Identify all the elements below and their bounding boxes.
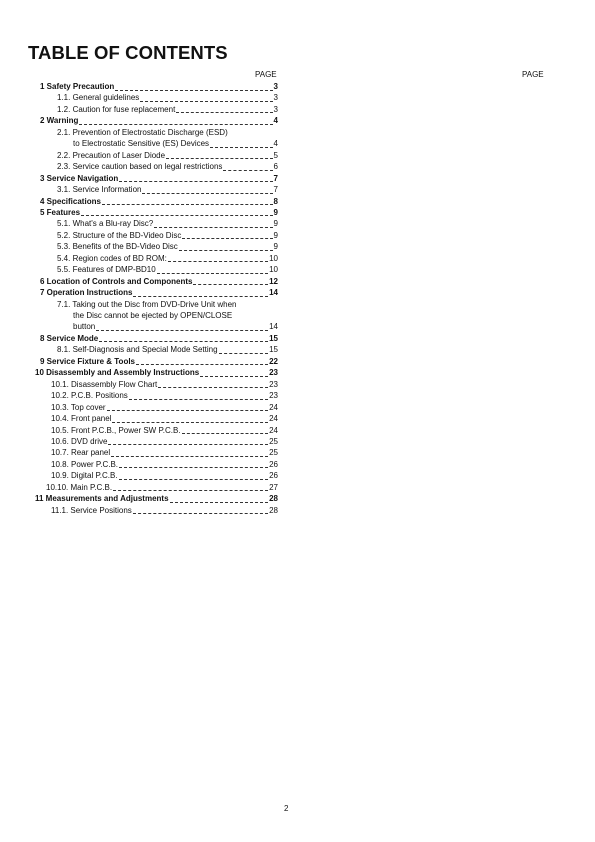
toc-entry-label: 11 Measurements and Adjustments xyxy=(35,494,169,504)
toc-entry-label: 4 Specifications xyxy=(40,196,101,206)
toc-entry[interactable] xyxy=(40,287,278,298)
toc-entry[interactable] xyxy=(73,138,278,149)
toc-entry[interactable] xyxy=(51,425,278,436)
toc-entry[interactable] xyxy=(51,470,278,481)
toc-entry-page: 25 xyxy=(269,436,278,446)
toc-entry-label: 2.3. Service caution based on legal restrictions xyxy=(57,162,223,172)
toc-entry-label: 3 Service Navigation xyxy=(40,173,119,183)
dot-leader xyxy=(166,152,272,159)
dot-leader xyxy=(176,106,272,113)
toc-entry-label: 5.1. What's a Blu-ray Disc? xyxy=(57,219,154,229)
toc-entry[interactable] xyxy=(46,482,278,493)
toc-entry-page: 28 xyxy=(269,494,278,504)
page-column-header-right: PAGE xyxy=(522,70,544,79)
dot-leader xyxy=(140,95,272,102)
dot-leader xyxy=(119,461,268,468)
toc-entry-line: 2.1. Prevention of Electrostatic Discharge (ESD) xyxy=(57,127,228,137)
toc-entry-label: 5.5. Features of DMP-BD10 xyxy=(57,265,156,275)
dot-leader xyxy=(193,278,268,285)
toc-entry[interactable] xyxy=(40,196,278,207)
toc-entry[interactable] xyxy=(57,104,278,115)
dot-leader xyxy=(102,198,273,205)
toc-entry[interactable] xyxy=(51,447,278,458)
toc-entry-page: 10 xyxy=(269,265,278,275)
toc-entry-label: 10.6. DVD drive xyxy=(51,436,108,446)
toc-entry[interactable] xyxy=(51,459,278,470)
dot-leader xyxy=(157,267,268,274)
toc-entry[interactable] xyxy=(57,218,278,229)
toc-entry-page: 26 xyxy=(269,459,278,469)
toc-entry-page: 25 xyxy=(269,448,278,458)
toc-entry-label: 9 Service Fixture & Tools xyxy=(40,356,135,366)
toc-entry-page: 14 xyxy=(269,288,278,298)
page-number: 2 xyxy=(284,804,289,813)
toc-entry-page: 8 xyxy=(273,196,278,206)
dot-leader xyxy=(81,209,273,216)
toc-entry[interactable] xyxy=(35,493,278,504)
toc-entry[interactable] xyxy=(57,184,278,195)
toc-entry-page: 5 xyxy=(273,150,278,160)
dot-leader xyxy=(136,358,268,365)
toc-entry[interactable] xyxy=(57,241,278,252)
toc-entry-page: 23 xyxy=(269,391,278,401)
dot-leader xyxy=(200,370,268,377)
toc-entry-page: 3 xyxy=(273,82,278,91)
toc-entry[interactable] xyxy=(51,402,278,413)
dot-leader xyxy=(111,450,268,457)
toc-entry[interactable] xyxy=(57,253,278,264)
dot-leader xyxy=(154,221,272,228)
dot-leader xyxy=(133,290,268,297)
toc-entry[interactable] xyxy=(51,505,278,516)
toc-entry[interactable] xyxy=(40,207,278,218)
dot-leader xyxy=(119,473,269,480)
toc-entry[interactable] xyxy=(57,150,278,161)
toc-entry-label: 1.1. General guidelines xyxy=(57,93,140,103)
toc-entry-label: 1.2. Caution for fuse replacement xyxy=(57,104,176,114)
toc-entry-label: 10 Disassembly and Assembly Instructions xyxy=(35,368,200,378)
toc-entry-label: 10.5. Front P.C.B., Power SW P.C.B. xyxy=(51,425,181,435)
toc-entry-page: 15 xyxy=(269,345,278,355)
dot-leader xyxy=(158,381,268,388)
toc-entry-line: 7.1. Taking out the Disc from DVD-Drive Unit when xyxy=(57,299,237,309)
toc-entry[interactable] xyxy=(57,92,278,103)
toc-entry[interactable] xyxy=(35,367,278,378)
toc-entry-label: 2.2. Precaution of Laser Diode xyxy=(57,150,166,160)
toc-entry-label: 10.9. Digital P.C.B. xyxy=(51,471,118,481)
toc-entry-page: 9 xyxy=(273,242,278,252)
toc-entry[interactable] xyxy=(40,276,278,287)
dot-leader xyxy=(79,118,272,125)
dot-leader xyxy=(179,244,273,251)
toc-entry[interactable] xyxy=(40,333,278,344)
toc-entry[interactable] xyxy=(51,390,278,401)
toc-entry[interactable] xyxy=(51,413,278,424)
toc-entry-label: 7 Operation Instructions xyxy=(40,288,133,298)
dot-leader xyxy=(223,164,272,171)
toc-entry[interactable] xyxy=(40,115,278,126)
toc-entry-page: 24 xyxy=(269,402,278,412)
toc-entry[interactable] xyxy=(51,379,278,390)
toc-entry-page: 27 xyxy=(269,482,278,492)
toc-entry-page: 10 xyxy=(269,253,278,263)
toc-entry-label: 5.4. Region codes of BD ROM: xyxy=(57,253,167,263)
toc-entry-page: 15 xyxy=(269,333,278,343)
dot-leader xyxy=(170,496,269,503)
dot-leader xyxy=(99,335,268,342)
toc-entry-label: 6 Location of Controls and Components xyxy=(40,276,193,286)
page-title: TABLE OF CONTENTS xyxy=(28,42,228,63)
toc-entry-page: 3 xyxy=(273,104,278,114)
dot-leader xyxy=(96,324,268,331)
toc-entry-page: 6 xyxy=(273,162,278,172)
toc-entry-label: 2 Warning xyxy=(40,116,79,126)
toc-entry-label: 5.2. Structure of the BD-Video Disc xyxy=(57,230,182,240)
toc-entry-label: 5 Features xyxy=(40,207,81,217)
toc-entry[interactable] xyxy=(57,161,278,172)
toc-entry-label: 8 Service Mode xyxy=(40,333,99,343)
toc-entry-page: 7 xyxy=(273,185,278,195)
toc-entry-page: 24 xyxy=(269,414,278,424)
toc-entry-page: 24 xyxy=(269,425,278,435)
toc-entry-label: 5.3. Benefits of the BD-Video Disc xyxy=(57,242,178,252)
page-column-header: PAGE xyxy=(255,70,277,79)
toc-entry-label: 10.8. Power P.C.B. xyxy=(51,459,118,469)
toc-entry-label: 3.1. Service Information xyxy=(57,185,142,195)
toc-entry-label: 8.1. Self-Diagnosis and Special Mode Setting xyxy=(57,345,218,355)
toc-entry-page: 4 xyxy=(273,139,278,149)
toc-entry[interactable] xyxy=(57,230,278,241)
toc-entry-page: 3 xyxy=(273,93,278,103)
toc-entry-label: to Electrostatic Sensitive (ES) Devices xyxy=(73,139,210,149)
toc-entry-page: 9 xyxy=(273,230,278,240)
toc-entry-label: 10.7. Rear panel xyxy=(51,448,111,458)
dot-leader xyxy=(129,393,268,400)
toc-entry-label: button xyxy=(73,322,96,332)
toc-entry-label: 11.1. Service Positions xyxy=(51,505,132,515)
toc-entry[interactable] xyxy=(40,173,278,184)
toc-entry-label: 10.1. Disassembly Flow Chart xyxy=(51,379,158,389)
toc-entry-page: 23 xyxy=(269,368,278,378)
dot-leader xyxy=(182,427,269,434)
dot-leader xyxy=(108,438,268,445)
dot-leader xyxy=(142,187,272,194)
toc-entry[interactable] xyxy=(40,356,278,367)
toc-entry-page: 4 xyxy=(273,116,278,126)
toc-entry-label: 10.3. Top cover xyxy=(51,402,106,412)
dot-leader xyxy=(115,84,272,91)
toc-entry[interactable] xyxy=(57,264,278,275)
dot-leader xyxy=(107,404,269,411)
toc-entry-page: 14 xyxy=(269,322,278,332)
toc-entry-page: 7 xyxy=(273,173,278,183)
toc-entry-label: 10.2. P.C.B. Positions xyxy=(51,391,128,401)
dot-leader xyxy=(119,175,272,182)
toc-entry-page: 23 xyxy=(269,379,278,389)
toc-entry[interactable] xyxy=(73,321,278,332)
toc-entry-page: 22 xyxy=(269,356,278,366)
toc-entry-label: 1 Safety Precaution xyxy=(40,82,115,91)
toc-entry-line: the Disc cannot be ejected by OPEN/CLOSE xyxy=(73,311,233,320)
toc-entry[interactable] xyxy=(51,436,278,447)
dot-leader xyxy=(168,255,268,262)
toc-entry-page: 26 xyxy=(269,471,278,481)
dot-leader xyxy=(133,507,268,514)
toc-entry-label: 10.10. Main P.C.B. xyxy=(46,482,113,492)
dot-leader xyxy=(113,484,268,491)
toc-entry-label: 10.4. Front panel xyxy=(51,414,112,424)
dot-leader xyxy=(112,416,268,423)
toc-entry-page: 12 xyxy=(269,276,278,286)
toc-entry[interactable] xyxy=(57,344,278,355)
dot-leader xyxy=(182,232,272,239)
toc-entry-page: 9 xyxy=(273,219,278,229)
dot-leader xyxy=(210,141,273,148)
toc-entry-page: 9 xyxy=(273,207,278,217)
dot-leader xyxy=(219,347,269,354)
toc-entry-page: 28 xyxy=(269,505,278,515)
toc-entry[interactable] xyxy=(40,81,278,92)
